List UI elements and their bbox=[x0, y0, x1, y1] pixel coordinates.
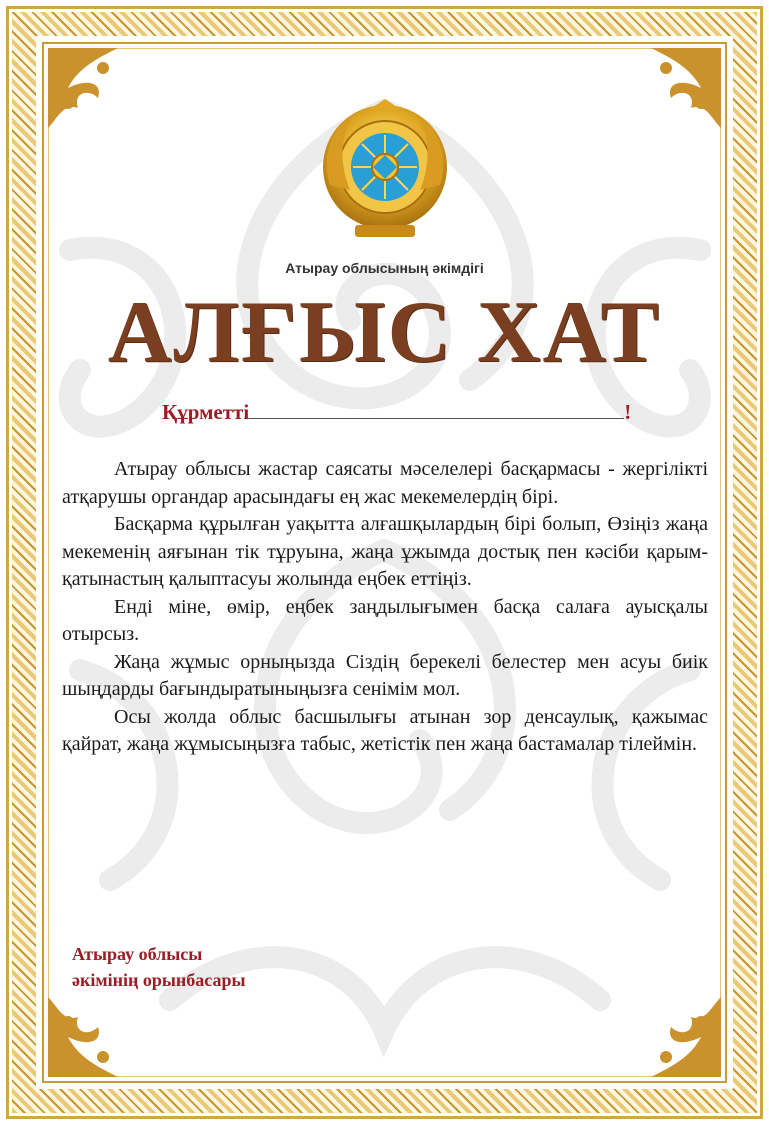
greeting-line bbox=[162, 400, 631, 425]
greeting-label: Құрметті bbox=[162, 400, 250, 424]
body-paragraph: Енді міне, өмір, еңбек заңдылығымен басқа салаға ауысқалы отырсыз. bbox=[62, 595, 708, 645]
recipient-name-blank bbox=[249, 400, 624, 419]
signature-line-2: әкімінің орынбасары bbox=[72, 970, 246, 990]
corner-ornament-top-right bbox=[611, 48, 721, 158]
corner-ornament-bottom-right bbox=[611, 967, 721, 1077]
state-emblem-icon bbox=[310, 95, 460, 245]
body-paragraph: Жаңа жұмыс орныңызда Сіздің берекелі белестер мен асуы биік шыңдарды бағындыратыныңызға сенімім мол. bbox=[62, 650, 708, 700]
signature-line-1: Атырау облысы bbox=[72, 944, 203, 964]
greeting-exclamation: ! bbox=[624, 400, 632, 424]
body-paragraph: Басқарма құрылған уақытта алғашқылардың бірі болып, Өзіңіз жаңа мекеменің аяғынан тік тұруына, жаңа ұжымда достық пен кәсіби қарым-қатынастың қалыптасуы жолында еңбек еттіңіз. bbox=[62, 513, 708, 590]
organization-name: Атырау облысының әкімдігі bbox=[285, 260, 484, 276]
signature-block bbox=[72, 941, 246, 993]
body-paragraph: Осы жолда облыс басшылығы атынан зор денсаулық, қажымас қайрат, жаңа жұмысыңызға табыс, жетістік пен жаңа бастамалар тілеймін. bbox=[62, 705, 708, 755]
letter-body bbox=[62, 456, 708, 759]
body-paragraph: Атырау облысы жастар саясаты мәселелері басқармасы - жергілікті атқарушы органдар арасындағы ең жас мекемелердің бірі. bbox=[62, 458, 708, 508]
corner-ornament-top-left bbox=[48, 48, 158, 158]
document-title: АЛҒЫС ХАТ bbox=[107, 284, 662, 381]
